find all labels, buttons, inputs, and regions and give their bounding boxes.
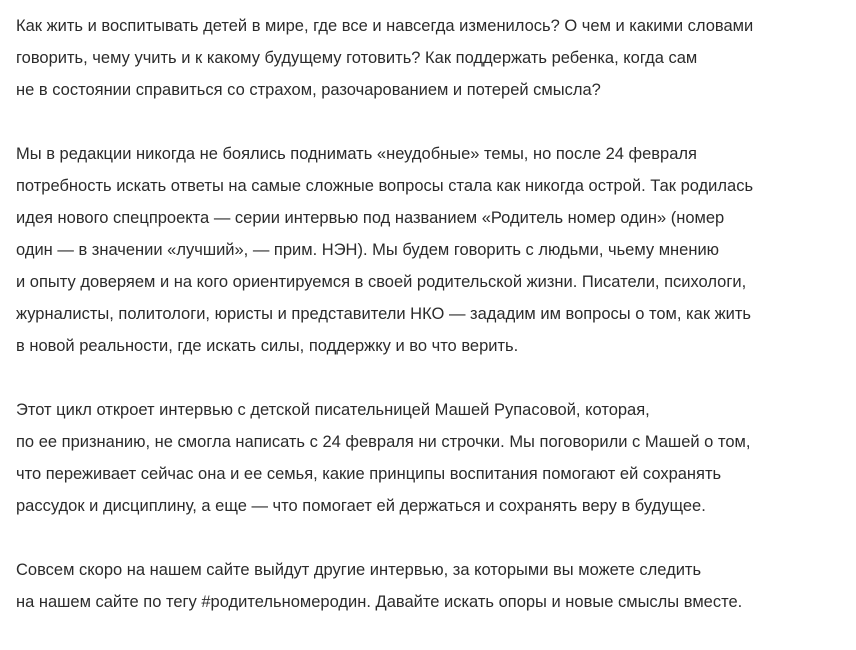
paragraph-project: [16, 138, 846, 362]
paragraph-closing: [16, 554, 846, 618]
paragraph-intro: [16, 10, 846, 106]
text-line: журналисты, политологи, юристы и представители НКО — зададим им вопросы о том, как жить: [16, 305, 752, 323]
text-line: Мы в редакции никогда не боялись поднимать «неудобные» темы, но после 24 февраля: [16, 145, 697, 163]
article-body: [16, 10, 846, 650]
text-line: по ее признанию, не смогла написать с 24 февраля ни строчки. Мы поговорили с Машей о том,: [16, 433, 751, 451]
text-line: что переживает сейчас она и ее семья, какие принципы воспитания помогают ей сохранять: [16, 465, 722, 483]
paragraph-interview: [16, 394, 846, 522]
text-line: Этот цикл откроет интервью с детской писательницей Машей Рупасовой, которая,: [16, 401, 650, 419]
text-line: один — в значении «лучший», — прим. НЭН). Мы будем говорить с людьми, чьему мнению: [16, 241, 720, 259]
text-line: на нашем сайте по тегу #родительномеродин. Давайте искать опоры и новые смыслы вместе.: [16, 593, 743, 611]
text-line: Совсем скоро на нашем сайте выйдут другие интервью, за которыми вы можете следить: [16, 561, 702, 579]
text-line: рассудок и дисциплину, а еще — что помогает ей держаться и сохранять веру в будущее.: [16, 497, 706, 515]
text-line: не в состоянии справиться со страхом, разочарованием и потерей смысла?: [16, 81, 601, 99]
text-line: Как жить и воспитывать детей в мире, где все и навсегда изменилось? О чем и какими словами: [16, 17, 754, 35]
text-line: идея нового спецпроекта — серии интервью под названием «Родитель номер один» (номер: [16, 209, 725, 227]
text-line: говорить, чему учить и к какому будущему готовить? Как поддержать ребенка, когда сам: [16, 49, 698, 67]
text-line: потребность искать ответы на самые сложные вопросы стала как никогда острой. Так родилась: [16, 177, 754, 195]
text-line: в новой реальности, где искать силы, поддержку и во что верить.: [16, 337, 519, 355]
text-line: и опыту доверяем и на кого ориентируемся в своей родительской жизни. Писатели, психологи,: [16, 273, 747, 291]
